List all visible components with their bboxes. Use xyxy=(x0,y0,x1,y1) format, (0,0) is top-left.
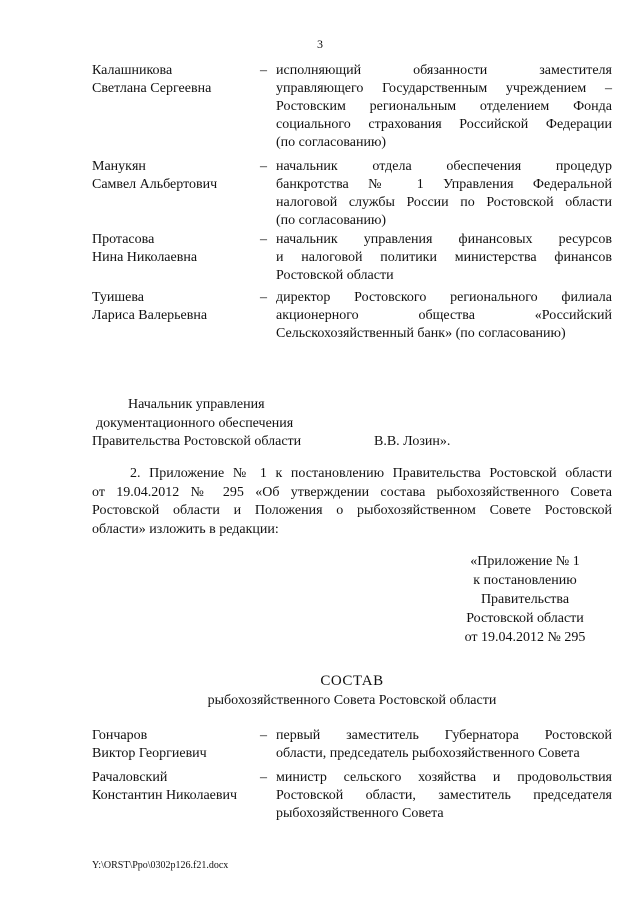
signature-last-line xyxy=(92,433,612,452)
member-role-line: начальник управления финансовых ресурсов xyxy=(276,232,612,247)
member-role-line: (по согласованию) xyxy=(276,213,387,228)
appendix-line: к постановлению xyxy=(473,573,577,588)
member-name xyxy=(92,727,260,769)
member-given-names: Нина Николаевна xyxy=(92,250,198,265)
member-role xyxy=(276,727,612,769)
members-list-top xyxy=(92,62,612,343)
member-row xyxy=(92,289,612,343)
member-role xyxy=(276,62,612,158)
member-name xyxy=(92,289,260,343)
member-role-line: и налоговой политики министерства финансов xyxy=(276,250,612,265)
paragraph-line: области» изложить в редакции: xyxy=(92,521,279,537)
appendix-line: от 19.04.2012 № 295 xyxy=(464,630,586,645)
member-surname: Протасова xyxy=(92,232,155,247)
member-role-line: Ростовской области, заместитель председателя xyxy=(276,788,612,803)
member-dash: – xyxy=(260,63,267,78)
member-role-line: начальник отдела обеспечения процедур xyxy=(276,159,612,174)
member-surname: Калашникова xyxy=(92,63,173,78)
member-dash: – xyxy=(260,770,267,785)
member-surname: Гончаров xyxy=(92,728,148,743)
document-title: СОСТАВ xyxy=(320,673,384,689)
member-given-names: Светлана Сергеевна xyxy=(92,81,212,96)
member-dash: – xyxy=(260,290,267,305)
signature-position-line: Начальник управления xyxy=(128,397,265,412)
paragraph-line: от 19.04.2012 № 295 «Об утверждении состава рыбохозяйственного Совета xyxy=(92,484,612,500)
document-subtitle: рыбохозяйственного Совета Ростовской области xyxy=(207,693,497,708)
member-given-names: Самвел Альбертович xyxy=(92,177,218,192)
member-row xyxy=(92,769,612,823)
signatory-name: В.В. Лозин». xyxy=(374,434,451,449)
member-dash: – xyxy=(260,159,267,174)
member-role-line: министр сельского хозяйства и продовольствия xyxy=(276,770,612,785)
member-role xyxy=(276,231,612,289)
member-name xyxy=(92,62,260,158)
member-role-line: банкротства № 1 Управления Федеральной xyxy=(276,177,612,192)
signature-position-line: Правительства Ростовской области xyxy=(92,434,302,449)
members-list-bottom xyxy=(92,727,612,823)
appendix-line: Ростовской области xyxy=(466,611,584,626)
member-role xyxy=(276,769,612,823)
member-row xyxy=(92,231,612,289)
appendix-line: Правительства xyxy=(480,592,570,607)
page-number: 3 xyxy=(317,37,323,51)
member-role-line: области, председатель рыбохозяйственного Совета xyxy=(276,746,580,761)
member-role-line: управляющего Государственным учреждением – xyxy=(276,81,612,96)
member-given-names: Лариса Валерьевна xyxy=(92,308,208,323)
member-role-line: (по согласованию) xyxy=(276,135,387,150)
member-role-line: социального страхования Российской Федерации xyxy=(276,117,612,132)
member-row xyxy=(92,727,612,769)
appendix-header xyxy=(430,552,620,647)
member-role-line: Сельскохозяйственный банк» (по согласованию) xyxy=(276,326,566,341)
member-row xyxy=(92,158,612,231)
member-surname: Туишева xyxy=(92,290,144,305)
paragraph-line: Ростовской области и Положения о рыбохозяйственном Совете Ростовской xyxy=(92,503,612,518)
member-role-line: директор Ростовского регионального филиала xyxy=(276,290,612,305)
member-name xyxy=(92,158,260,231)
signature-block xyxy=(92,396,612,452)
member-name xyxy=(92,231,260,289)
member-row xyxy=(92,62,612,158)
member-role-line: Ростовской области xyxy=(276,268,394,283)
member-dash: – xyxy=(260,728,267,743)
member-dash: – xyxy=(260,232,267,247)
signature-position-line: документационного обеспечения xyxy=(96,415,294,431)
member-role-line: первый заместитель Губернатора Ростовской xyxy=(276,728,612,743)
member-role xyxy=(276,289,612,343)
appendix-line: «Приложение № 1 xyxy=(470,554,580,569)
amendment-paragraph xyxy=(92,465,612,539)
member-name xyxy=(92,769,260,823)
paragraph-line: 2. Приложение № 1 к постановлению Правительства Ростовской области xyxy=(130,466,612,481)
member-surname: Рачаловский xyxy=(92,770,168,785)
member-role-line: налоговой службы России по Ростовской области xyxy=(276,195,612,210)
member-surname: Манукян xyxy=(92,159,146,174)
member-role-line: акционерного общества «Российский xyxy=(276,308,612,323)
member-given-names: Виктор Георгиевич xyxy=(92,746,207,761)
member-role-line: исполняющий обязанности заместителя xyxy=(276,63,612,78)
member-role-line: Ростовским региональным отделением Фонда xyxy=(276,99,612,114)
file-path-footer: Y:\ORST\Ppo\0302p126.f21.docx xyxy=(92,860,229,871)
member-role-line: рыбохозяйственного Совета xyxy=(276,806,444,821)
composition-title-block xyxy=(92,672,612,710)
member-role xyxy=(276,158,612,231)
member-given-names: Константин Николаевич xyxy=(92,788,238,803)
